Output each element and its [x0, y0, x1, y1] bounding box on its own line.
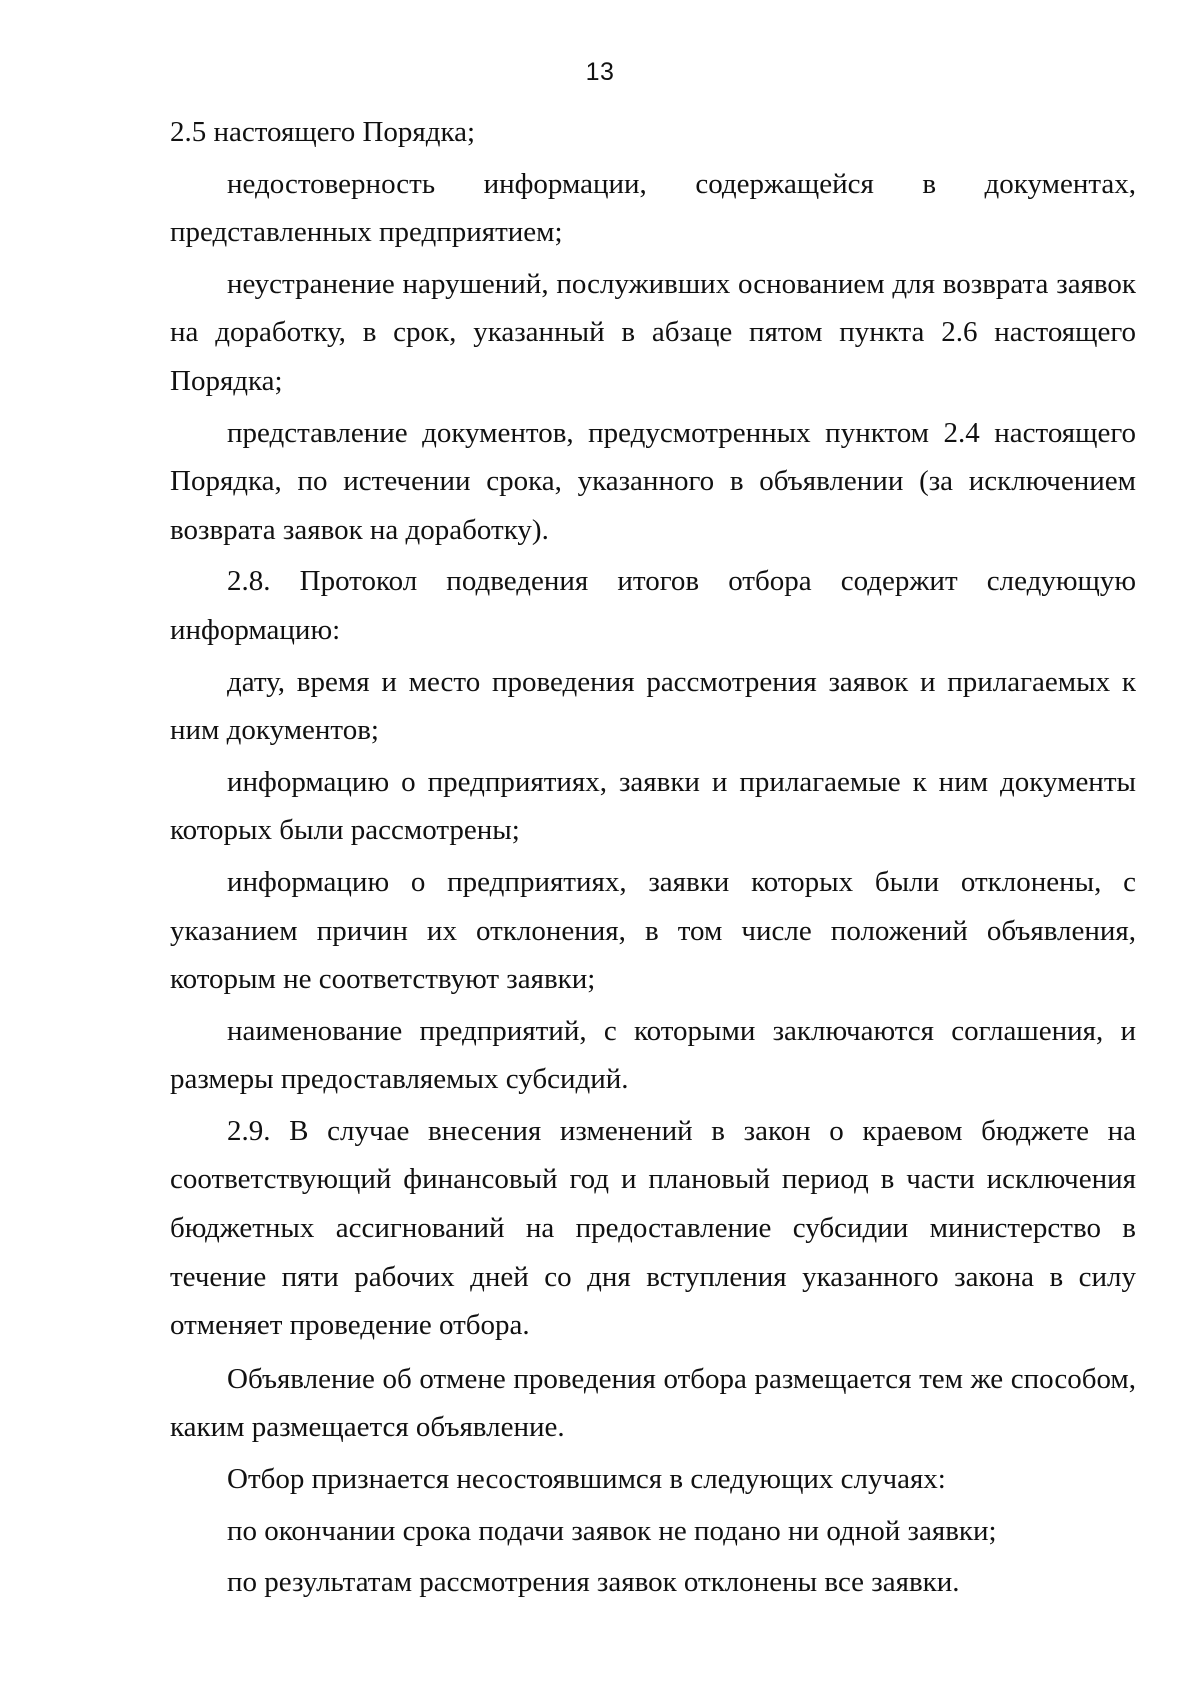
paragraph-continuation: 2.5 настоящего Порядка; [170, 116, 476, 148]
paragraph-all-rejected: по результатам рассмотрения заявок отклонены все заявки. [227, 1566, 960, 1599]
paragraph-cancellation-notice: Объявление об отмене проведения отбора размещается тем же способом, каким размещается объявление. [170, 1362, 1136, 1444]
page-number: 13 [585, 58, 615, 86]
paragraph-rejected-enterprises: информацию о предприятиях, заявки которых были отклонены, с указанием причин их отклонения, в том числе положений объявления, которым не соответствуют заявки; [170, 865, 1136, 996]
paragraph-unreliable-information: недостоверность информации, содержащейся в документах, представленных предприятием; [170, 167, 1136, 249]
paragraph-reviewed-enterprises: информацию о предприятиях, заявки и прилагаемые к ним документы которых были рассмотрены; [170, 765, 1136, 847]
paragraph-uncorrected-violations: неустранение нарушений, послуживших основанием для возврата заявок на доработку, в срок, указанный в абзаце пятом пункта 2.6 настоящего Порядка; [170, 267, 1136, 397]
paragraph-agreements-subsidies: наименование предприятий, с которыми заключаются соглашения, и размеры предоставляемых субсидий. [170, 1014, 1136, 1096]
paragraph-2-8-protocol: 2.8. Протокол подведения итогов отбора содержит следующую информацию: [170, 565, 1136, 646]
paragraph-late-submission: представление документов, предусмотренных пунктом 2.4 настоящего Порядка, по истечении срока, указанного в объявлении (за исключением возврата заявок на доработку). [170, 416, 1136, 546]
paragraph-date-time-place: дату, время и место проведения рассмотрения заявок и прилагаемых к ним документов; [170, 665, 1136, 747]
paragraph-failed-selection: Отбор признается несостоявшимся в следующих случаях: [227, 1463, 946, 1496]
paragraph-no-applications: по окончании срока подачи заявок не подано ни одной заявки; [227, 1514, 997, 1547]
document-body [170, 108, 1136, 1607]
paragraph-2-9-budget-changes: 2.9. В случае внесения изменений в закон о краевом бюджете на соответствующий финансовый год и плановый период в части исключения бюджетных ассигнований на предоставление субсидии министерство в течение пяти рабочих дней со дня вступления указанного закона в силу отменяет проведение отбора. [170, 1114, 1136, 1342]
